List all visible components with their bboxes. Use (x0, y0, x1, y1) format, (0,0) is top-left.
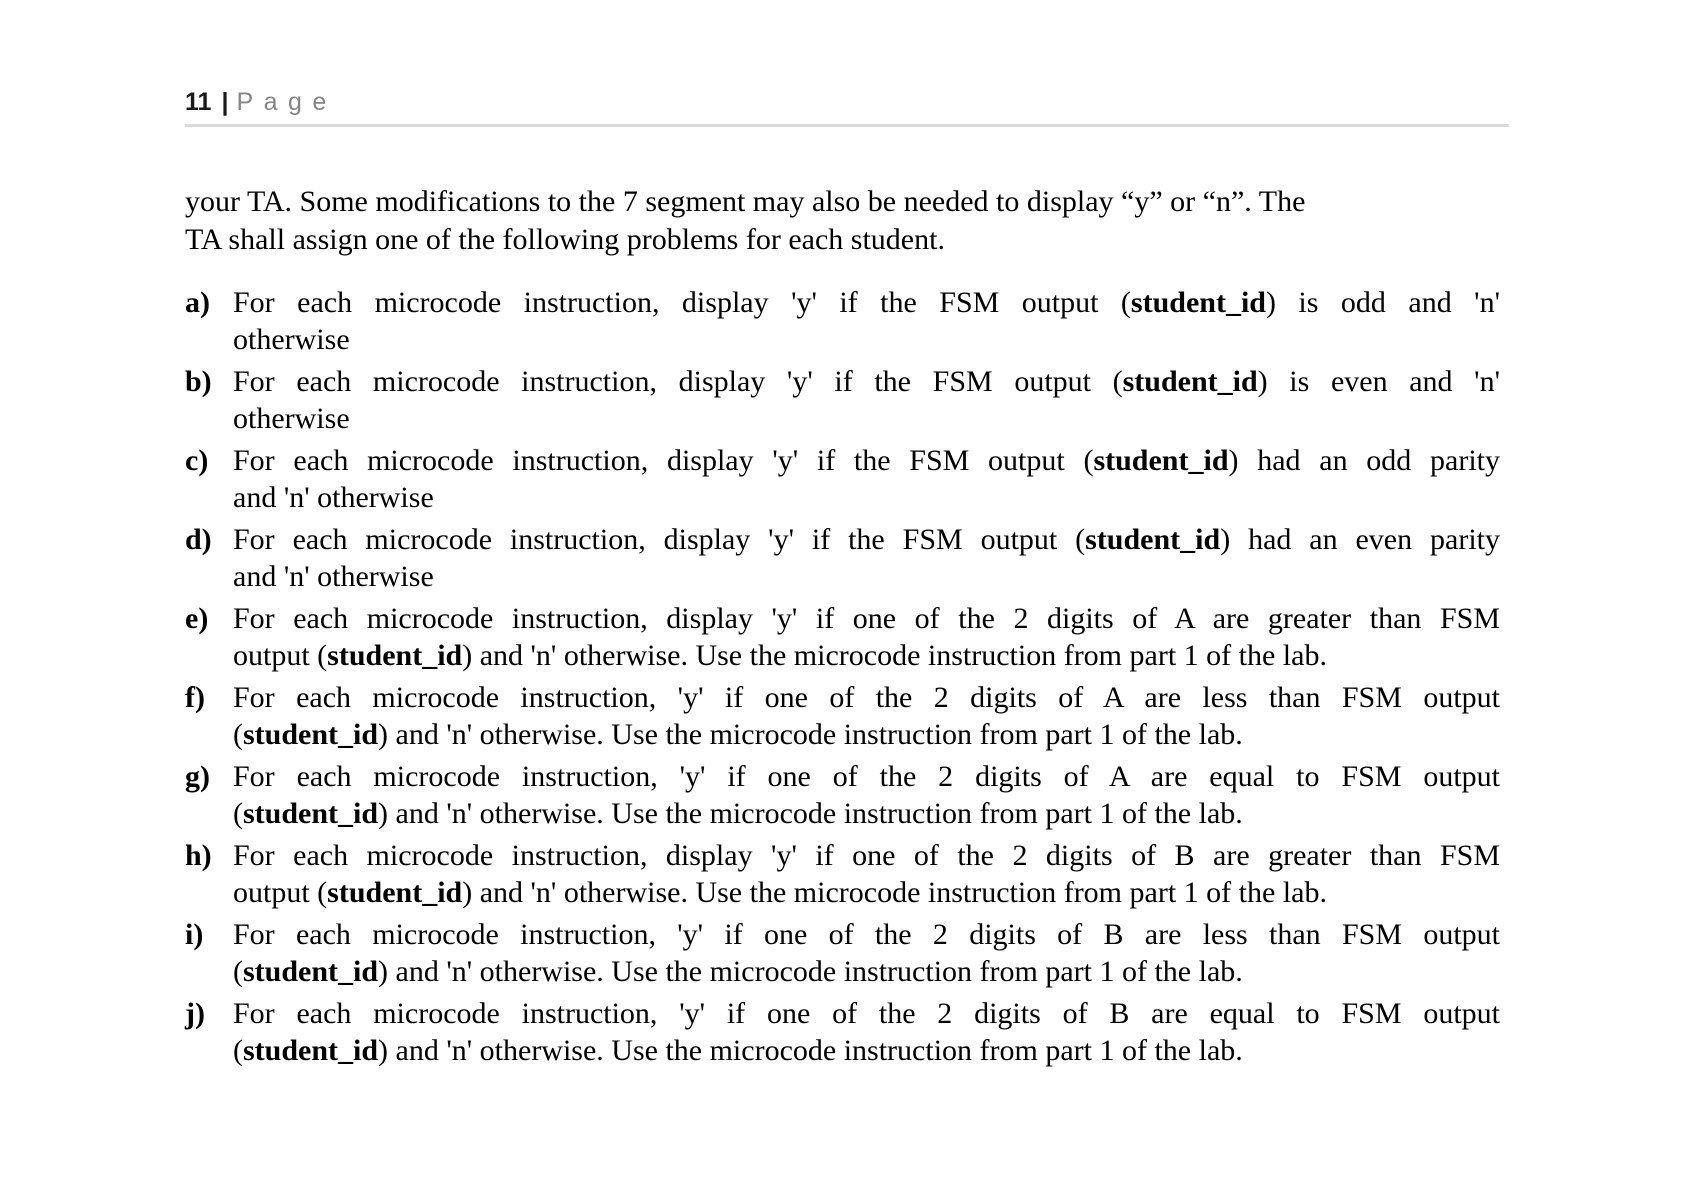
text-run: For each microcode instruction, 'y' if one of the 2 digits of B are less than FSM output (233, 918, 1500, 951)
item-j-line2 (233, 1032, 1500, 1069)
document-body (185, 183, 1500, 1069)
item-g-line2 (233, 795, 1500, 832)
list-marker-b: b) (185, 365, 212, 398)
text-run: output ( (233, 876, 328, 909)
list-item-e (185, 600, 1500, 674)
text-run: otherwise (233, 323, 350, 356)
item-j-line1 (233, 995, 1500, 1032)
intro-line-2: TA shall assign one of the following problems for each student. (185, 223, 945, 256)
text-run: ) is odd and 'n' (1265, 286, 1500, 319)
item-f-line1 (233, 679, 1500, 716)
item-b-line2 (233, 400, 1500, 437)
list-marker-j: j) (185, 997, 205, 1030)
text-run: ( (233, 718, 243, 751)
list-item-i (185, 916, 1500, 990)
item-g-line1 (233, 758, 1500, 795)
list-item-a (185, 284, 1500, 358)
text-run: and 'n' otherwise (233, 481, 434, 514)
item-f-line2 (233, 716, 1500, 753)
text-run: ) and 'n' otherwise. Use the microcode instruction from part 1 of the lab. (378, 718, 1243, 751)
text-run-bold: student_id (1093, 444, 1229, 477)
text-run-bold: student_id (243, 797, 379, 830)
text-run: For each microcode instruction, display 'y' if one of the 2 digits of B are greater than FSM (233, 839, 1500, 872)
item-i-line2 (233, 953, 1500, 990)
text-run-bold: student_id (1122, 365, 1258, 398)
item-c-line2 (233, 479, 1500, 516)
text-run-bold: student_id (327, 876, 463, 909)
text-run: For each microcode instruction, display 'y' if the FSM output ( (233, 286, 1131, 319)
item-d-line1 (233, 521, 1500, 558)
text-run-bold: student_id (327, 639, 463, 672)
text-run-bold: student_id (243, 1034, 379, 1067)
item-e-line2 (233, 637, 1500, 674)
text-run: ) and 'n' otherwise. Use the microcode instruction from part 1 of the lab. (378, 955, 1243, 988)
list-marker-f: f) (185, 681, 205, 714)
text-run: For each microcode instruction, 'y' if one of the 2 digits of B are equal to FSM output (233, 997, 1500, 1030)
text-run: For each microcode instruction, 'y' if one of the 2 digits of A are equal to FSM output (233, 760, 1500, 793)
list-item-j (185, 995, 1500, 1069)
text-run: ) and 'n' otherwise. Use the microcode instruction from part 1 of the lab. (378, 1034, 1243, 1067)
text-run: otherwise (233, 402, 350, 435)
intro-line-1: your TA. Some modifications to the 7 segment may also be needed to display “y” or “n”. The (185, 185, 1306, 218)
list-item-c (185, 442, 1500, 516)
item-i-line1 (233, 916, 1500, 953)
item-h-line1 (233, 837, 1500, 874)
text-run: ) had an odd parity (1228, 444, 1500, 477)
text-run: ) is even and 'n' (1257, 365, 1500, 398)
text-run: and 'n' otherwise (233, 560, 434, 593)
list-item-b (185, 363, 1500, 437)
list-marker-i: i) (185, 918, 204, 951)
text-run: ) had an even parity (1220, 523, 1500, 556)
text-run: ) and 'n' otherwise. Use the microcode instruction from part 1 of the lab. (462, 639, 1327, 672)
list-item-f (185, 679, 1500, 753)
list-marker-g: g) (185, 760, 210, 793)
text-run: ) and 'n' otherwise. Use the microcode instruction from part 1 of the lab. (462, 876, 1327, 909)
list-item-d (185, 521, 1500, 595)
header-separator: | (221, 88, 229, 116)
list-marker-d: d) (185, 523, 212, 556)
text-run: For each microcode instruction, display 'y' if the FSM output ( (233, 523, 1086, 556)
list-marker-e: e) (185, 602, 209, 635)
item-a-line2 (233, 321, 1500, 358)
item-e-line1 (233, 600, 1500, 637)
text-run-bold: student_id (1085, 523, 1221, 556)
item-b-line1 (233, 363, 1500, 400)
text-run: ( (233, 1034, 243, 1067)
text-run: For each microcode instruction, display 'y' if one of the 2 digits of A are greater than FSM (233, 602, 1500, 635)
text-run-bold: student_id (1130, 286, 1266, 319)
list-marker-h: h) (185, 839, 212, 872)
text-run: For each microcode instruction, 'y' if one of the 2 digits of A are less than FSM output (233, 681, 1500, 714)
list-marker-c: c) (185, 444, 209, 477)
text-run: ( (233, 797, 243, 830)
text-run: For each microcode instruction, display 'y' if the FSM output ( (233, 444, 1094, 477)
text-run: ) and 'n' otherwise. Use the microcode instruction from part 1 of the lab. (378, 797, 1243, 830)
item-h-line2 (233, 874, 1500, 911)
text-run: ( (233, 955, 243, 988)
item-d-line2 (233, 558, 1500, 595)
text-run: output ( (233, 639, 328, 672)
intro-paragraph (185, 183, 1500, 259)
text-run-bold: student_id (243, 955, 379, 988)
item-a-line1 (233, 284, 1500, 321)
text-run: For each microcode instruction, display 'y' if the FSM output ( (233, 365, 1123, 398)
item-c-line1 (233, 442, 1500, 479)
text-run-bold: student_id (243, 718, 379, 751)
page-header (185, 0, 1509, 127)
problem-list (185, 284, 1500, 1069)
list-item-g (185, 758, 1500, 832)
list-item-h (185, 837, 1500, 911)
list-marker-a: a) (185, 286, 210, 319)
page-number: 11 (185, 88, 212, 116)
page-label: Page (236, 88, 337, 116)
